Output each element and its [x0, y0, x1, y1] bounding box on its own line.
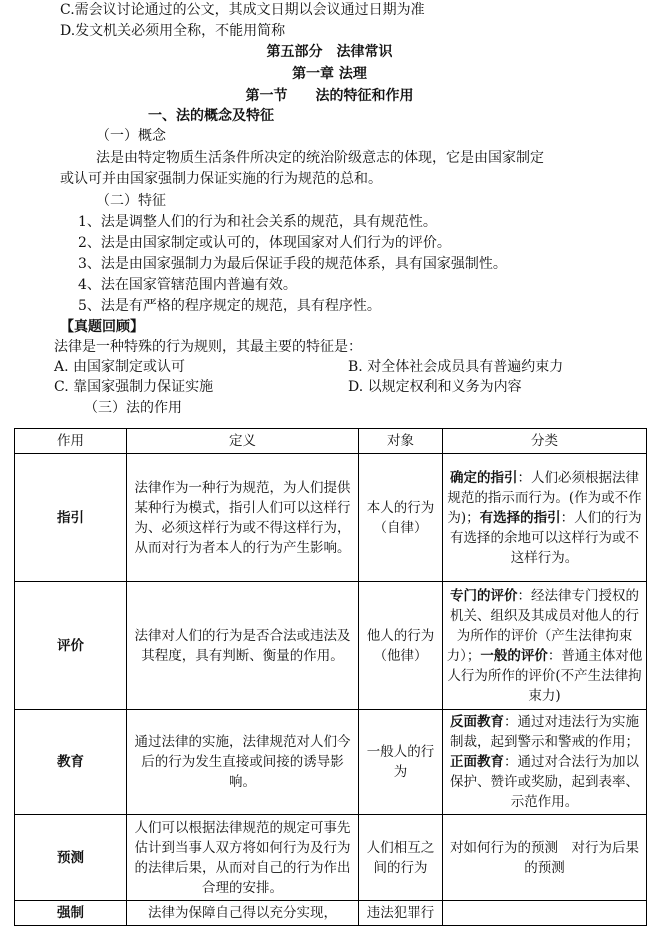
- intro-line-c: C.需会议讨论通过的公文，其成文日期以会议通过日期为准: [60, 2, 425, 18]
- category-text: ：通过对合法行为加以保护、赞许或奖励，起到表率、示范作用。: [450, 754, 639, 810]
- intro-line-d: D.发文机关必须用全称，不能用简称: [60, 23, 286, 39]
- object-cell: 他人的行为（他律）: [359, 582, 443, 710]
- category-term: 有选择的指引: [479, 509, 561, 526]
- header-object: 对象: [359, 429, 443, 454]
- feature-item: 5、法是有严格的程序规定的规范，具有程序性。: [78, 298, 381, 314]
- category-cell: [443, 454, 647, 582]
- chapter-title: 第一章 法理: [292, 66, 367, 82]
- function-cell: 预测: [15, 815, 127, 901]
- category-text: ：人们的行为有选择的余地可以这样行为或不这样行为。: [450, 509, 642, 566]
- category-cell: [443, 815, 647, 901]
- category-text: ：人们必须根据法律规范的指示而行为。(作为或不作为)；: [447, 469, 642, 526]
- function-cell: 评价: [15, 582, 127, 710]
- table-row: [15, 454, 647, 582]
- part-title: 第五部分 法律常识: [266, 44, 393, 60]
- function-heading: （三）法的作用: [84, 400, 182, 416]
- definition-cell: 法律对人们的行为是否合法或违法及其程度，具有判断、衡量的作用。: [127, 582, 359, 710]
- category-cell: [443, 582, 647, 710]
- law-function-table: [14, 428, 647, 926]
- feature-item: 1、法是调整人们的行为和社会关系的规范，具有规范性。: [78, 214, 437, 230]
- category-cell: [443, 901, 647, 926]
- option-a: A. 由国家制定或认可: [54, 359, 186, 375]
- category-cell: [443, 710, 647, 815]
- review-heading: 【真题回顾】: [60, 319, 144, 335]
- sub-title: 一、法的概念及特征: [148, 108, 274, 124]
- function-cell: 指引: [15, 454, 127, 582]
- function-cell: 教育: [15, 710, 127, 815]
- table-header-row: [15, 429, 647, 454]
- table-row: [15, 815, 647, 901]
- table-row: [15, 710, 647, 815]
- definition-cell: 通过法律的实施，法律规范对人们今后的行为发生直接或间接的诱导影响。: [127, 710, 359, 815]
- function-cell: 强制: [15, 901, 127, 926]
- object-cell: 人们相互之间的行为: [359, 815, 443, 901]
- object-cell: 一般人的行为: [359, 710, 443, 815]
- question-text: 法律是一种特殊的行为规则，其最主要的特征是：: [54, 339, 362, 355]
- category-text: ：经法律专门授权的机关、组织及其成员对他人的行为所作的评价（产生法律拘束力）；: [446, 587, 639, 664]
- category-text: ：普通主体对他人行为所作的评价(不产生法律拘束力): [447, 647, 643, 704]
- definition-cell: 法律作为一种行为规范，为人们提供某种行为模式，指引人们可以这样行为、必须这样行为或不得这样行为，从而对行为者本人的行为产生影响。: [127, 454, 359, 582]
- category-text: 对如何行为的预测 对行为后果的预测: [450, 839, 639, 876]
- table-row: [15, 901, 647, 926]
- category-text: ：通过对违法行为实施制裁，起到警示和警戒的作用；: [450, 714, 639, 750]
- table-row: [15, 582, 647, 710]
- feature-item: 3、法是由国家强制力为最后保证手段的规范体系，具有国家强制性。: [78, 256, 507, 272]
- category-term: 一般的评价: [480, 647, 548, 664]
- features-heading: （二）特征: [96, 193, 166, 209]
- header-category: 分类: [443, 429, 647, 454]
- section-title: 第一节 法的特征和作用: [245, 88, 414, 104]
- concept-heading: （一）概念: [96, 128, 166, 144]
- category-term: 反面教育: [450, 714, 504, 730]
- header-definition: 定义: [127, 429, 359, 454]
- feature-item: 2、法是由国家制定或认可的，体现国家对人们行为的评价。: [78, 235, 451, 251]
- option-c: C. 靠国家强制力保证实施: [54, 379, 214, 395]
- object-cell: 违法犯罪行: [359, 901, 443, 926]
- concept-text-2: 或认可并由国家强制力保证实施的行为规范的总和。: [60, 171, 382, 187]
- feature-item: 4、法在国家管辖范围内普遍有效。: [78, 277, 297, 293]
- category-term: 正面教育: [450, 754, 504, 770]
- category-term: 专门的评价: [450, 587, 518, 604]
- object-cell: 本人的行为（自律）: [359, 454, 443, 582]
- option-b: B. 对全体社会成员具有普遍约束力: [348, 359, 564, 375]
- option-d: D. 以规定权利和义务为内容: [348, 379, 522, 395]
- header-function: 作用: [15, 429, 127, 454]
- category-term: 确定的指引: [450, 469, 518, 486]
- definition-cell: 人们可以根据法律规范的规定可事先估计到当事人双方将如何行为及行为的法律后果，从而对自己的行为作出合理的安排。: [127, 815, 359, 901]
- definition-cell: 法律为保障自己得以充分实现，: [127, 901, 359, 926]
- concept-text-1: 法是由特定物质生活条件所决定的统治阶级意志的体现，它是由国家制定: [96, 150, 544, 166]
